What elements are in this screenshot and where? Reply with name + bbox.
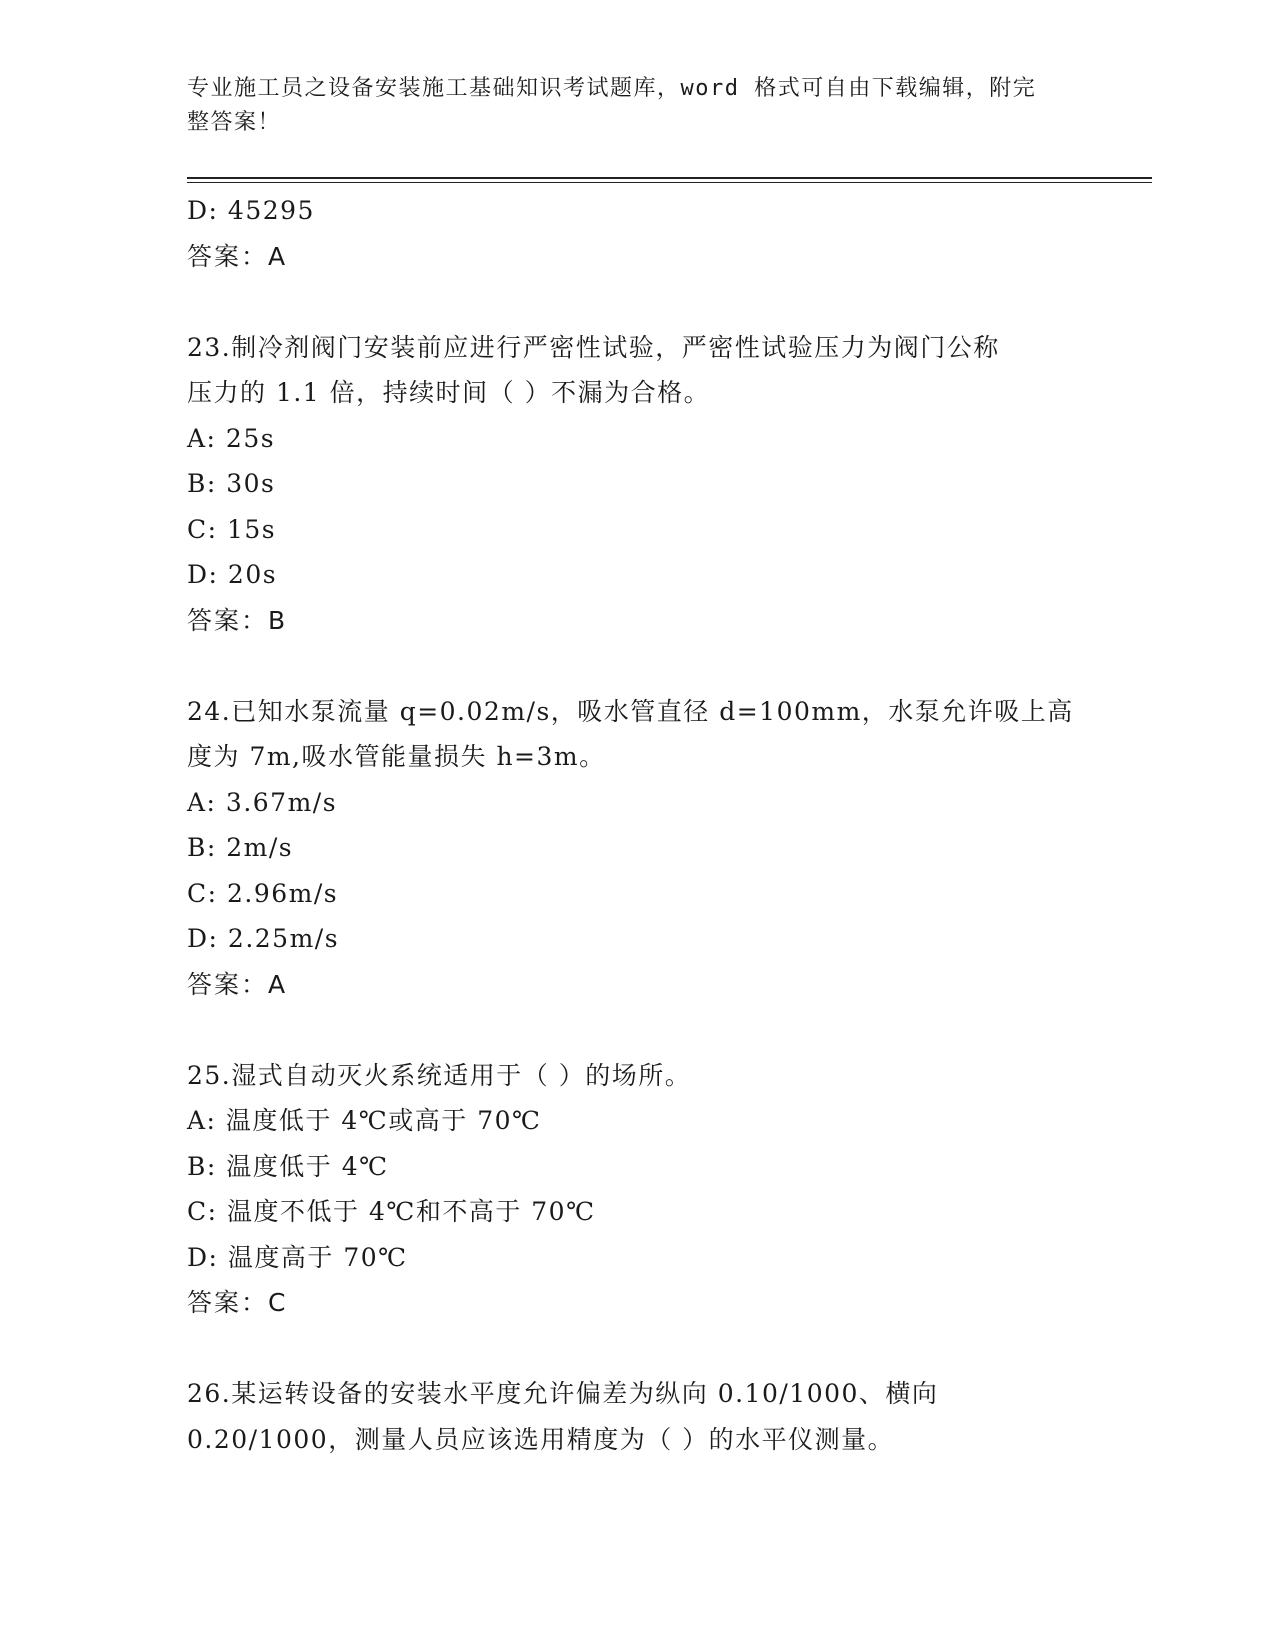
question-25 [187,1053,1087,1326]
option-b: B: 2m/s [187,833,294,862]
option-b: B: 温度低于 4℃ [187,1151,389,1181]
question-text-line-2: 度为 7m,吸水管能量损失 h=3m。 [187,742,606,771]
option-d: D: 45295 [187,196,315,225]
header-line-2: 整答案！ [187,110,282,135]
question-text-line-2: 0.20/1000，测量人员应该选用精度为（ ）的水平仪测量。 [187,1424,895,1454]
option-c: C: 2.96m/s [187,878,339,908]
option-d: D: 20s [187,560,278,589]
option-a: A: 25s [187,423,276,453]
question-text-line-1: 26.某运转设备的安装水平度允许偏差为纵向 0.10/1000、横向 [187,1379,939,1408]
option-b: B: 30s [187,469,276,498]
option-d: D: 2.25m/s [187,924,340,953]
option-d: D: 温度高于 70℃ [187,1242,408,1272]
answer-line: 答案：A [187,241,288,271]
question-24 [187,689,1087,1008]
answer-line: 答案：C [187,1288,288,1317]
question-23 [187,325,1087,644]
spacer [187,1007,1087,1053]
previous-question-tail [187,188,1087,279]
spacer [187,1326,1087,1372]
header-divider-thick [187,177,1152,179]
header-line-1: 专业施工员之设备安装施工基础知识考试题库，word 格式可自由下载编辑，附完 [187,76,1037,101]
spacer [187,643,1087,689]
question-text-line-1: 24.已知水泵流量 q=0.02m/s，吸水管直径 d=100mm，水泵允许吸上高 [187,696,1074,726]
question-text-line-1: 25.湿式自动灭火系统适用于（ ）的场所。 [187,1060,692,1090]
option-a: A: 温度低于 4℃或高于 70℃ [187,1106,542,1135]
spacer [187,279,1087,325]
answer-line: 答案：A [187,969,288,999]
document-body [187,188,1087,1462]
answer-line: 答案：B [187,605,288,635]
header-divider-thin [187,182,1152,183]
question-text-line-2: 压力的 1.1 倍，持续时间（ ）不漏为合格。 [187,378,711,407]
option-c: C: 15s [187,514,277,544]
option-c: C: 温度不低于 4℃和不高于 70℃ [187,1197,596,1226]
question-text-line-1: 23.制冷剂阀门安装前应进行严密性试验，严密性试验压力为阀门公称 [187,332,1000,362]
question-26 [187,1371,1087,1462]
document-header [187,72,1067,140]
option-a: A: 3.67m/s [187,787,338,817]
